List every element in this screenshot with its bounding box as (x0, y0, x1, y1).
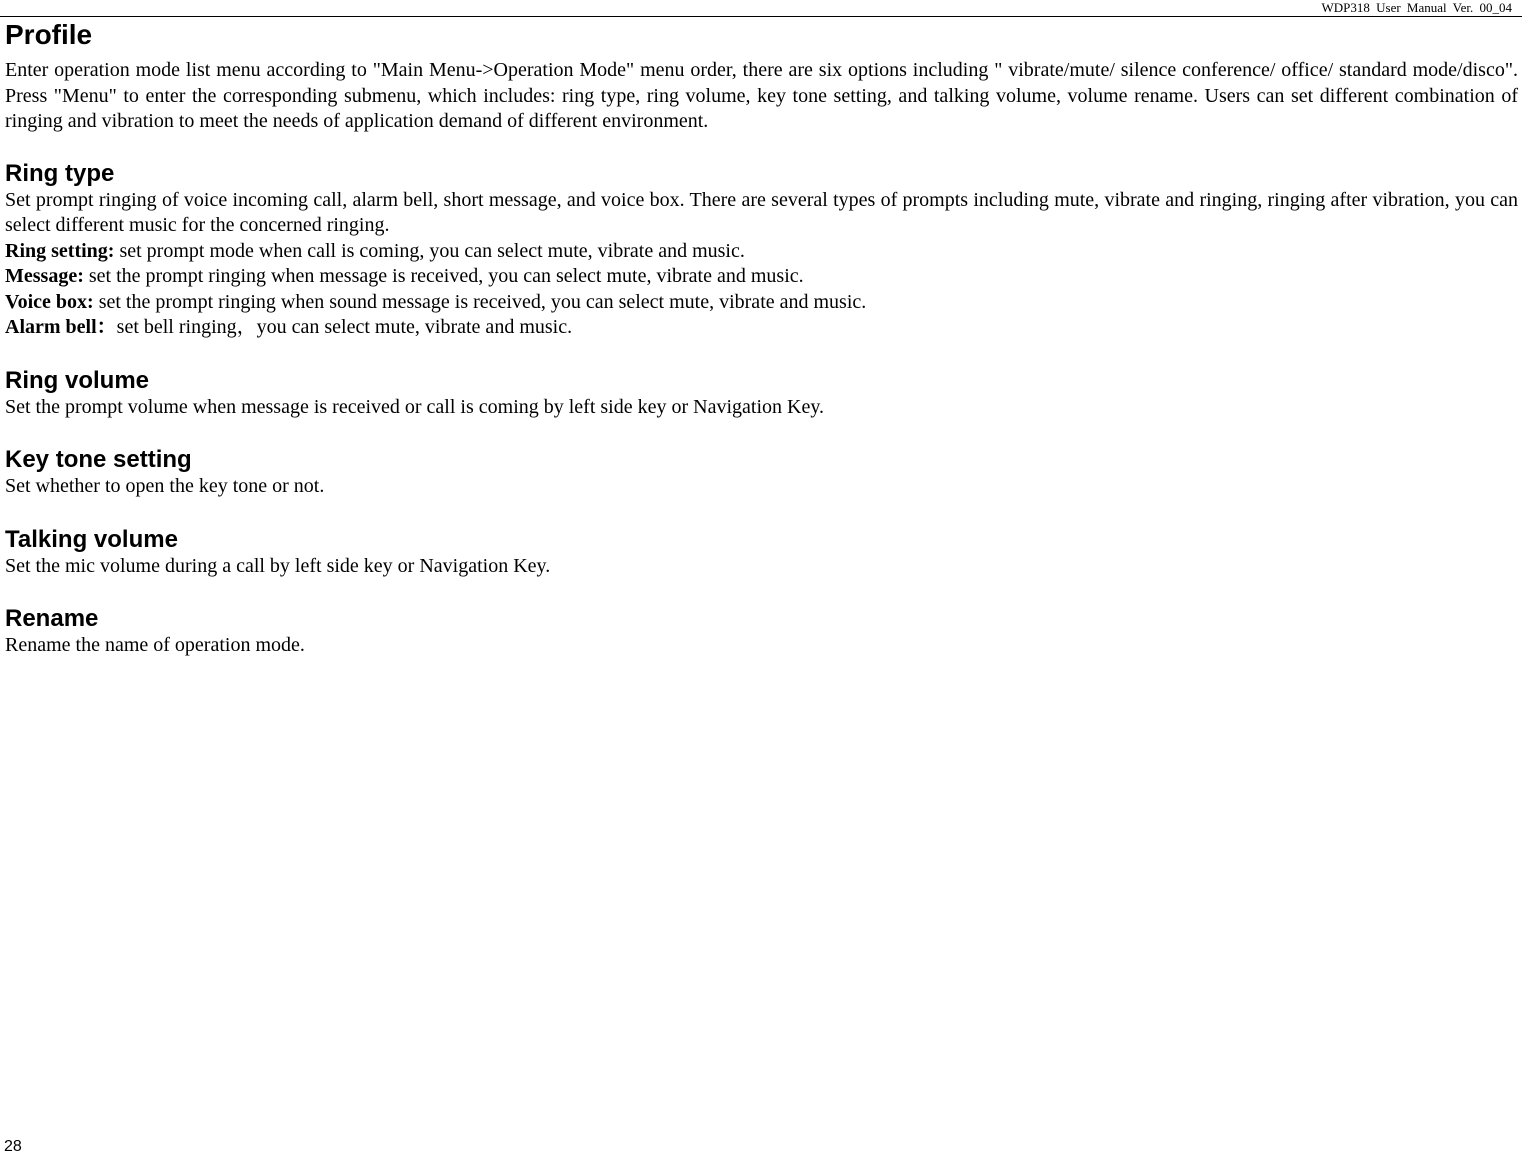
talking-volume-text: Set the mic volume during a call by left side key or Navigation Key. (5, 554, 551, 577)
message-text: set the prompt ringing when message is received, you can select mute, vibrate and music. (83, 265, 804, 287)
header-text: WDP318 User Manual Ver. 00_04 (1321, 0, 1512, 15)
ring-type-description: Set prompt ringing of voice incoming call, alarm bell, short message, and voice box. There are several types of prompts including mute, vibrate and ringing, ringing after vibration, you can select different music for the concerned ringing. (5, 188, 1518, 236)
section-ring-volume (5, 367, 1518, 421)
section-ring-type (5, 160, 1518, 341)
voice-box-label: Voice box: (5, 290, 94, 313)
page-header (0, 0, 1522, 17)
key-tone-text: Set whether to open the key tone or not. (5, 475, 325, 497)
voice-box-text: set the prompt ringing when sound message is received, you can select mute, vibrate and music. (93, 290, 867, 313)
message-line (5, 264, 1518, 290)
section-rename (5, 605, 1518, 659)
key-tone-heading: Key tone setting (5, 446, 192, 473)
page-number: 28 (4, 1138, 22, 1155)
ring-setting-label: Ring setting: (5, 239, 115, 262)
ring-setting-line (5, 239, 1518, 265)
section-key-tone-setting (5, 446, 1518, 500)
ring-volume-text: Set the prompt volume when message is received or call is coming by left side key or Navigation Key. (5, 395, 825, 418)
rename-text: Rename the name of operation mode. (5, 634, 305, 656)
ring-volume-heading: Ring volume (5, 366, 150, 394)
alarm-bell-text: set bell ringing，you can select mute, vibrate and music. (116, 316, 573, 338)
page-title: Profile (5, 19, 93, 50)
intro-paragraph: Enter operation mode list menu according to "Main Menu->Operation Mode" menu order, there are six options including " vibrate/mute/ silence conference/ office/ standard mode/disco". Press "Menu" to enter the corresponding submenu, which includes: ring type, ring volume, key tone setting, and talking volume, volume rename. Users can set different combination of ringing and vibration to meet the needs of application demand of different environment. (5, 59, 1518, 132)
voice-box-line (5, 290, 1518, 316)
alarm-bell-label: Alarm bell： (5, 316, 117, 338)
document-body (5, 18, 1518, 659)
talking-volume-heading: Talking volume (5, 525, 178, 553)
ring-setting-text: set prompt mode when call is coming, you can select mute, vibrate and music. (114, 239, 745, 262)
rename-heading: Rename (5, 605, 99, 632)
section-talking-volume (5, 526, 1518, 580)
alarm-bell-line (5, 315, 1518, 341)
ring-type-heading: Ring type (5, 159, 115, 187)
message-label: Message: (5, 265, 84, 287)
